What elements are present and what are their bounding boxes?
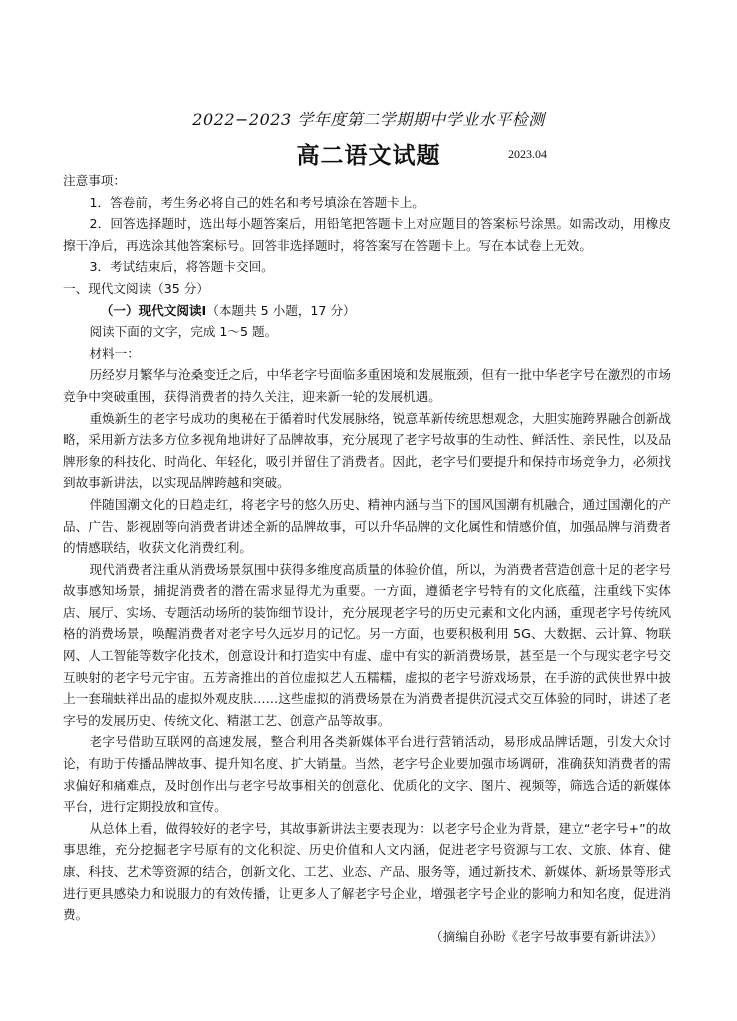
page-title: 高二语文试题 (296, 143, 441, 169)
exam-date: 2023.04 (508, 147, 547, 161)
passage-paragraph: 老字号借助互联网的高速发展，整合利用各类新媒体平台进行营销活动，易形成品牌话题，引发大众讨论，有助于传播品牌故事、提升知名度、扩大销量。当然，老字号企业要加强市场调研，准确获知消费者的需求偏好和痛难点，及时创作出与老字号故事相关的创意化、优质化的文字、图片、视频等，筛选合适的新媒体平台，进行定期投放和宣传。 (63, 734, 671, 815)
sub-section-title: （一）现代文阅读Ⅰ (100, 302, 207, 318)
sub-section-score: （本题共 5 小题，17 分） (206, 302, 356, 318)
passage-paragraph: 重焕新生的老字号成功的奥秘在于循着时代发展脉络，锐意革新传统思想观念，大胆实施跨界融合创新战略，采用新方法多方位多视角地讲好了品牌故事，充分展现了老字号故事的生动性、鲜活性、亲民性，以及品牌形象的科技化、时尚化、年轻化，吸引并留住了消费者。因此，老字号们要提升和保持市场竞争力，必须找到故事新讲法，以实现品牌跨越和突破。 (63, 410, 671, 491)
passage-paragraph: 从总体上看，做得较好的老字号，其故事新讲法主要表现为：以老字号企业为背景，建立“老字号+”的故事思维，充分挖掘老字号原有的文化积淀、历史价值和人文内涵，促进老字号资源与工农、文旅、体育、健康、科技、艺术等资源的结合，创新文化、工艺、业态、产品、服务等，通过新技术、新媒体、新场景等形式进行更具感染力和说服力的有效传播，让更多人了解老字号企业，增强老字号企业的影响力和知名度，促进消费。 (63, 820, 671, 923)
reading-instruction: 阅读下面的文字，完成 1～5 题。 (89, 324, 278, 340)
passage-paragraph: 现代消费者注重从消费场景氛围中获得多维度高质量的体验价值，所以，为消费者营造创意十足的老字号故事感知场景，捕捉消费者的潜在需求显得尤为重要。一方面，遵循老字号特有的文化底蕴，注重线下实体店、展厅、实场、专题活动场所的装饰细节设计，充分展现老字号的历史元素和文化内涵，重现老字号传统风格的消费场景，唤醒消费者对老字号久远岁月的记忆。另一方面，也要积极利用 5G、大数据、云计算、物联网、人工智能等数字化技术，创意设计和打造实中有虚、虚中有实的新消费场景，甚至是一个与现实老字号交互映射的老字号元宇宙。五芳斋推出的首位虚拟艺人五糯糯，虚拟的老字号游戏场景，在手游的武侠世界中披上一套瑞蚨祥出品的虚拟外观皮肤……这些虚拟的消费场景在为消费者提供沉浸式交互体验的同时，讲述了老字号的发展历史、传统文化、精湛工艺、创意产品等故事。 (63, 561, 671, 728)
title-row (0, 137, 737, 169)
sub-section-heading (63, 300, 671, 322)
exam-year-line: 2022−2023 学年度第二学期期中学业水平检测 (192, 110, 545, 129)
passage-source: （摘编自孙盼《老字号故事要有新讲法》） (430, 928, 663, 944)
material-label: 材料一： (89, 345, 140, 361)
section-heading: 一、现代文阅读（35 分） (63, 280, 209, 296)
passage-paragraph: 伴随国潮文化的日趋走红，将老字号的悠久历史、精神内涵与当下的国风国潮有机融合，通过国潮化的产品、广告、影视剧等向消费者讲述全新的品牌故事，可以升华品牌的文化属性和情感价值，加强品牌与消费者的情感联结，收获文化消费红利。 (63, 496, 671, 556)
exam-body (63, 170, 671, 947)
notice-item: 3．考试结束后，将答题卡交回。 (89, 259, 274, 275)
notice-item: 1．答卷前，考生务必将自己的姓名和考号填涂在答题卡上。 (89, 194, 425, 210)
notice-item: 2．回答选择题时，选出每小题答案后，用铅笔把答题卡上对应题目的答案标号涂黑。如需改动，用橡皮擦干净后，再选涂其他答案标号。回答非选择题时，将答案写在答题卡上。写在本试卷上无效。 (63, 216, 671, 253)
notice-heading: 注意事项： (63, 173, 126, 188)
passage-paragraph: 历经岁月繁华与沧桑变迁之后，中华老字号面临多重困境和发展瓶颈，但有一批中华老字号在激烈的市场竞争中突破重围，获得消费者的持久关注，迎来新一轮的发展机遇。 (63, 367, 671, 404)
